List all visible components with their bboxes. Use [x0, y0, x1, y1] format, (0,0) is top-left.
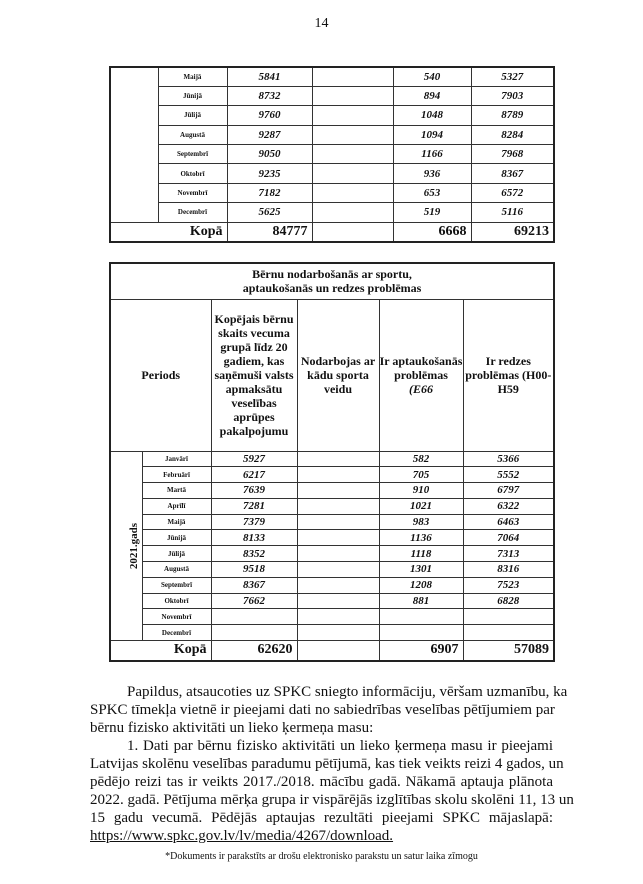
- table-row: [110, 498, 554, 514]
- sport-cell: [297, 483, 379, 499]
- total-cell: 8352: [211, 546, 297, 562]
- total-cell: 8133: [211, 530, 297, 546]
- sport-cell: [297, 546, 379, 562]
- total-cell: 5625: [227, 203, 312, 222]
- paragraph-intro: [90, 683, 574, 845]
- sport-cell: [312, 145, 393, 164]
- obesity-cell: 6907: [379, 641, 463, 661]
- total-cell: 7639: [211, 483, 297, 499]
- obesity-cell: 1048: [393, 106, 471, 125]
- total-cell: 7281: [211, 498, 297, 514]
- month-cell: Septembrī: [142, 577, 211, 593]
- total-cell: 62620: [211, 641, 297, 661]
- sport-cell: [297, 562, 379, 578]
- sport-cell: [297, 530, 379, 546]
- obesity-cell: 1208: [379, 577, 463, 593]
- month-cell: Aprīlī: [142, 498, 211, 514]
- table-row: [110, 203, 554, 222]
- obesity-cell: 1136: [379, 530, 463, 546]
- vision-cell: 7313: [463, 546, 554, 562]
- sport-cell: [312, 164, 393, 183]
- sport-cell: [297, 609, 379, 625]
- sport-cell: [297, 467, 379, 483]
- vision-cell: 69213: [471, 222, 554, 242]
- sport-cell: [297, 514, 379, 530]
- vision-cell: 6572: [471, 183, 554, 202]
- obesity-cell: 705: [379, 467, 463, 483]
- month-cell: Jūlijā: [158, 106, 227, 125]
- sport-cell: [312, 125, 393, 144]
- obesity-cell: 983: [379, 514, 463, 530]
- table-row: [110, 514, 554, 530]
- sport-cell: [312, 106, 393, 125]
- total-cell: 7379: [211, 514, 297, 530]
- month-cell: Oktobrī: [158, 164, 227, 183]
- obesity-cell: 6668: [393, 222, 471, 242]
- sport-cell: [297, 577, 379, 593]
- month-cell: Janvārī: [142, 451, 211, 467]
- vision-cell: 6322: [463, 498, 554, 514]
- table-row: [110, 593, 554, 609]
- table-row: [110, 145, 554, 164]
- total-cell: 8732: [227, 86, 312, 105]
- total-cell: 5841: [227, 67, 312, 86]
- vision-cell: 7064: [463, 530, 554, 546]
- text-line: 1. Dati par bērnu fizisko aktivitāti un lieko ķermeņa masu ir pieejami: [127, 738, 553, 754]
- table-title-line: Bērnu nodarbošanās ar sportu,: [252, 267, 412, 282]
- table-row: [110, 625, 554, 641]
- sport-cell: [297, 593, 379, 609]
- signature-footnote: *Dokuments ir parakstīts ar drošu elektronisko parakstu un satur laika zīmogu: [165, 851, 478, 862]
- obesity-cell: 1021: [379, 498, 463, 514]
- total-cell: 9050: [227, 145, 312, 164]
- vision-cell: 6797: [463, 483, 554, 499]
- vision-cell: 8316: [463, 562, 554, 578]
- obesity-cell: 519: [393, 203, 471, 222]
- total-cell: 8367: [211, 577, 297, 593]
- obesity-cell: 582: [379, 451, 463, 467]
- sport-cell: [312, 203, 393, 222]
- sport-cell: [312, 183, 393, 202]
- table-row: [110, 577, 554, 593]
- vision-cell: 6463: [463, 514, 554, 530]
- obesity-cell: 653: [393, 183, 471, 202]
- table-row: [110, 125, 554, 144]
- total-cell: [211, 625, 297, 641]
- month-cell: Maijā: [158, 67, 227, 86]
- page-number: 14: [314, 16, 329, 31]
- vision-cell: [463, 609, 554, 625]
- table-row: [110, 530, 554, 546]
- total-row: [110, 222, 554, 242]
- total-cell: 7662: [211, 593, 297, 609]
- text-line: Papildus, atsaucoties uz SPKC sniegto informāciju, vēršam uzmanību, ka: [127, 684, 568, 700]
- table-continued: [109, 66, 555, 243]
- month-cell: Februārī: [142, 467, 211, 483]
- period-cell: [110, 67, 158, 222]
- vision-cell: [463, 625, 554, 641]
- vision-cell: 57089: [463, 641, 554, 661]
- month-cell: Novembrī: [158, 183, 227, 202]
- table-row: [110, 483, 554, 499]
- month-cell: Decembrī: [158, 203, 227, 222]
- vision-cell: 5366: [463, 451, 554, 467]
- month-cell: Decembrī: [142, 625, 211, 641]
- obesity-cell: 1118: [379, 546, 463, 562]
- total-label: Kopā: [110, 641, 211, 661]
- month-cell: Jūlijā: [142, 546, 211, 562]
- table-title-line: aptaukošanās un redzes problēmas: [242, 281, 422, 296]
- total-cell: 5927: [211, 451, 297, 467]
- total-row: [110, 641, 554, 661]
- month-cell: Novembrī: [142, 609, 211, 625]
- sport-cell: [297, 641, 379, 661]
- table-row: [110, 546, 554, 562]
- vision-cell: 8284: [471, 125, 554, 144]
- text-line: 2022. gadā. Pētījuma mērķa grupa ir vispārējās izglītības skolu skolēni 11, 13 un: [90, 792, 574, 808]
- month-cell: Maijā: [142, 514, 211, 530]
- vision-cell: 7903: [471, 86, 554, 105]
- obesity-cell: 1166: [393, 145, 471, 164]
- header-obesity-label: Ir aptaukošanās problēmas: [379, 354, 463, 382]
- month-cell: Septembrī: [158, 145, 227, 164]
- total-label: Kopā: [110, 222, 227, 242]
- text-line: 15 gadu vecumā. Pēdējās aptaujas rezultāti pieejami SPKC mājaslapā:: [90, 810, 553, 826]
- sport-cell: [297, 498, 379, 514]
- vision-cell: 7968: [471, 145, 554, 164]
- vision-cell: 8789: [471, 106, 554, 125]
- table-row: [110, 451, 554, 467]
- header-obesity-code: (E66: [409, 382, 433, 396]
- text-line: bērnu fizisko aktivitāti un lieko ķermeņa masu:: [90, 720, 374, 736]
- month-cell: Jūnijā: [142, 530, 211, 546]
- header-total: Kopējais bērnu skaits vecuma grupā līdz 20 gadiem, kas saņēmuši valsts apmaksātu veselības aprūpes pakalpojumu: [211, 299, 297, 451]
- table-row: [110, 467, 554, 483]
- table-row: [110, 164, 554, 183]
- text-line: pēdējo reizi tas ir veikts 2017./2018. mācību gadā. Nākamā aptauja plānota: [90, 774, 553, 790]
- text-line: SPKC tīmekļa vietnē ir pieejami dati no sabiedrības veselības pētījumiem par: [90, 702, 555, 718]
- month-cell: Oktobrī: [142, 593, 211, 609]
- obesity-cell: 1094: [393, 125, 471, 144]
- obesity-cell: 1301: [379, 562, 463, 578]
- vision-cell: 7523: [463, 577, 554, 593]
- total-cell: 9760: [227, 106, 312, 125]
- text-line: Latvijas skolēnu veselības paradumu pētījumā, kas tiek veikts reizi 4 gados, un: [90, 756, 564, 772]
- table-row: [110, 106, 554, 125]
- header-sport: Nodarbojas ar kādu sporta veidu: [297, 299, 379, 451]
- obesity-cell: 910: [379, 483, 463, 499]
- table-row: [110, 183, 554, 202]
- header-period: Periods: [110, 299, 211, 451]
- month-cell: Jūnijā: [158, 86, 227, 105]
- table-row: [110, 67, 554, 86]
- total-cell: [211, 609, 297, 625]
- header-obesity: [379, 299, 463, 451]
- vision-cell: 5116: [471, 203, 554, 222]
- table-row: [110, 562, 554, 578]
- spkc-download-link[interactable]: https://www.spkc.gov.lv/lv/media/4267/download.: [90, 828, 394, 844]
- sport-cell: [312, 86, 393, 105]
- month-cell: Augustā: [158, 125, 227, 144]
- table-row: [110, 609, 554, 625]
- table-row: [110, 86, 554, 105]
- month-cell: Augustā: [142, 562, 211, 578]
- total-cell: 9287: [227, 125, 312, 144]
- total-cell: 84777: [227, 222, 312, 242]
- obesity-cell: 936: [393, 164, 471, 183]
- sport-cell: [312, 67, 393, 86]
- total-cell: 9235: [227, 164, 312, 183]
- total-cell: 7182: [227, 183, 312, 202]
- vision-cell: 8367: [471, 164, 554, 183]
- vision-cell: 5327: [471, 67, 554, 86]
- obesity-cell: [379, 609, 463, 625]
- sport-cell: [312, 222, 393, 242]
- sport-cell: [297, 625, 379, 641]
- vision-cell: 6828: [463, 593, 554, 609]
- header-vision: Ir redzes problēmas (H00-H59: [463, 299, 554, 451]
- obesity-cell: 894: [393, 86, 471, 105]
- total-cell: 6217: [211, 467, 297, 483]
- sport-cell: [297, 451, 379, 467]
- obesity-cell: 540: [393, 67, 471, 86]
- vision-cell: 5552: [463, 467, 554, 483]
- obesity-cell: 881: [379, 593, 463, 609]
- year-cell: [110, 451, 142, 641]
- table-title: [110, 263, 554, 299]
- obesity-cell: [379, 625, 463, 641]
- total-cell: 9518: [211, 562, 297, 578]
- month-cell: Martā: [142, 483, 211, 499]
- year-label: 2021.gads: [128, 522, 141, 569]
- table-sport-obesity-vision: [109, 262, 555, 662]
